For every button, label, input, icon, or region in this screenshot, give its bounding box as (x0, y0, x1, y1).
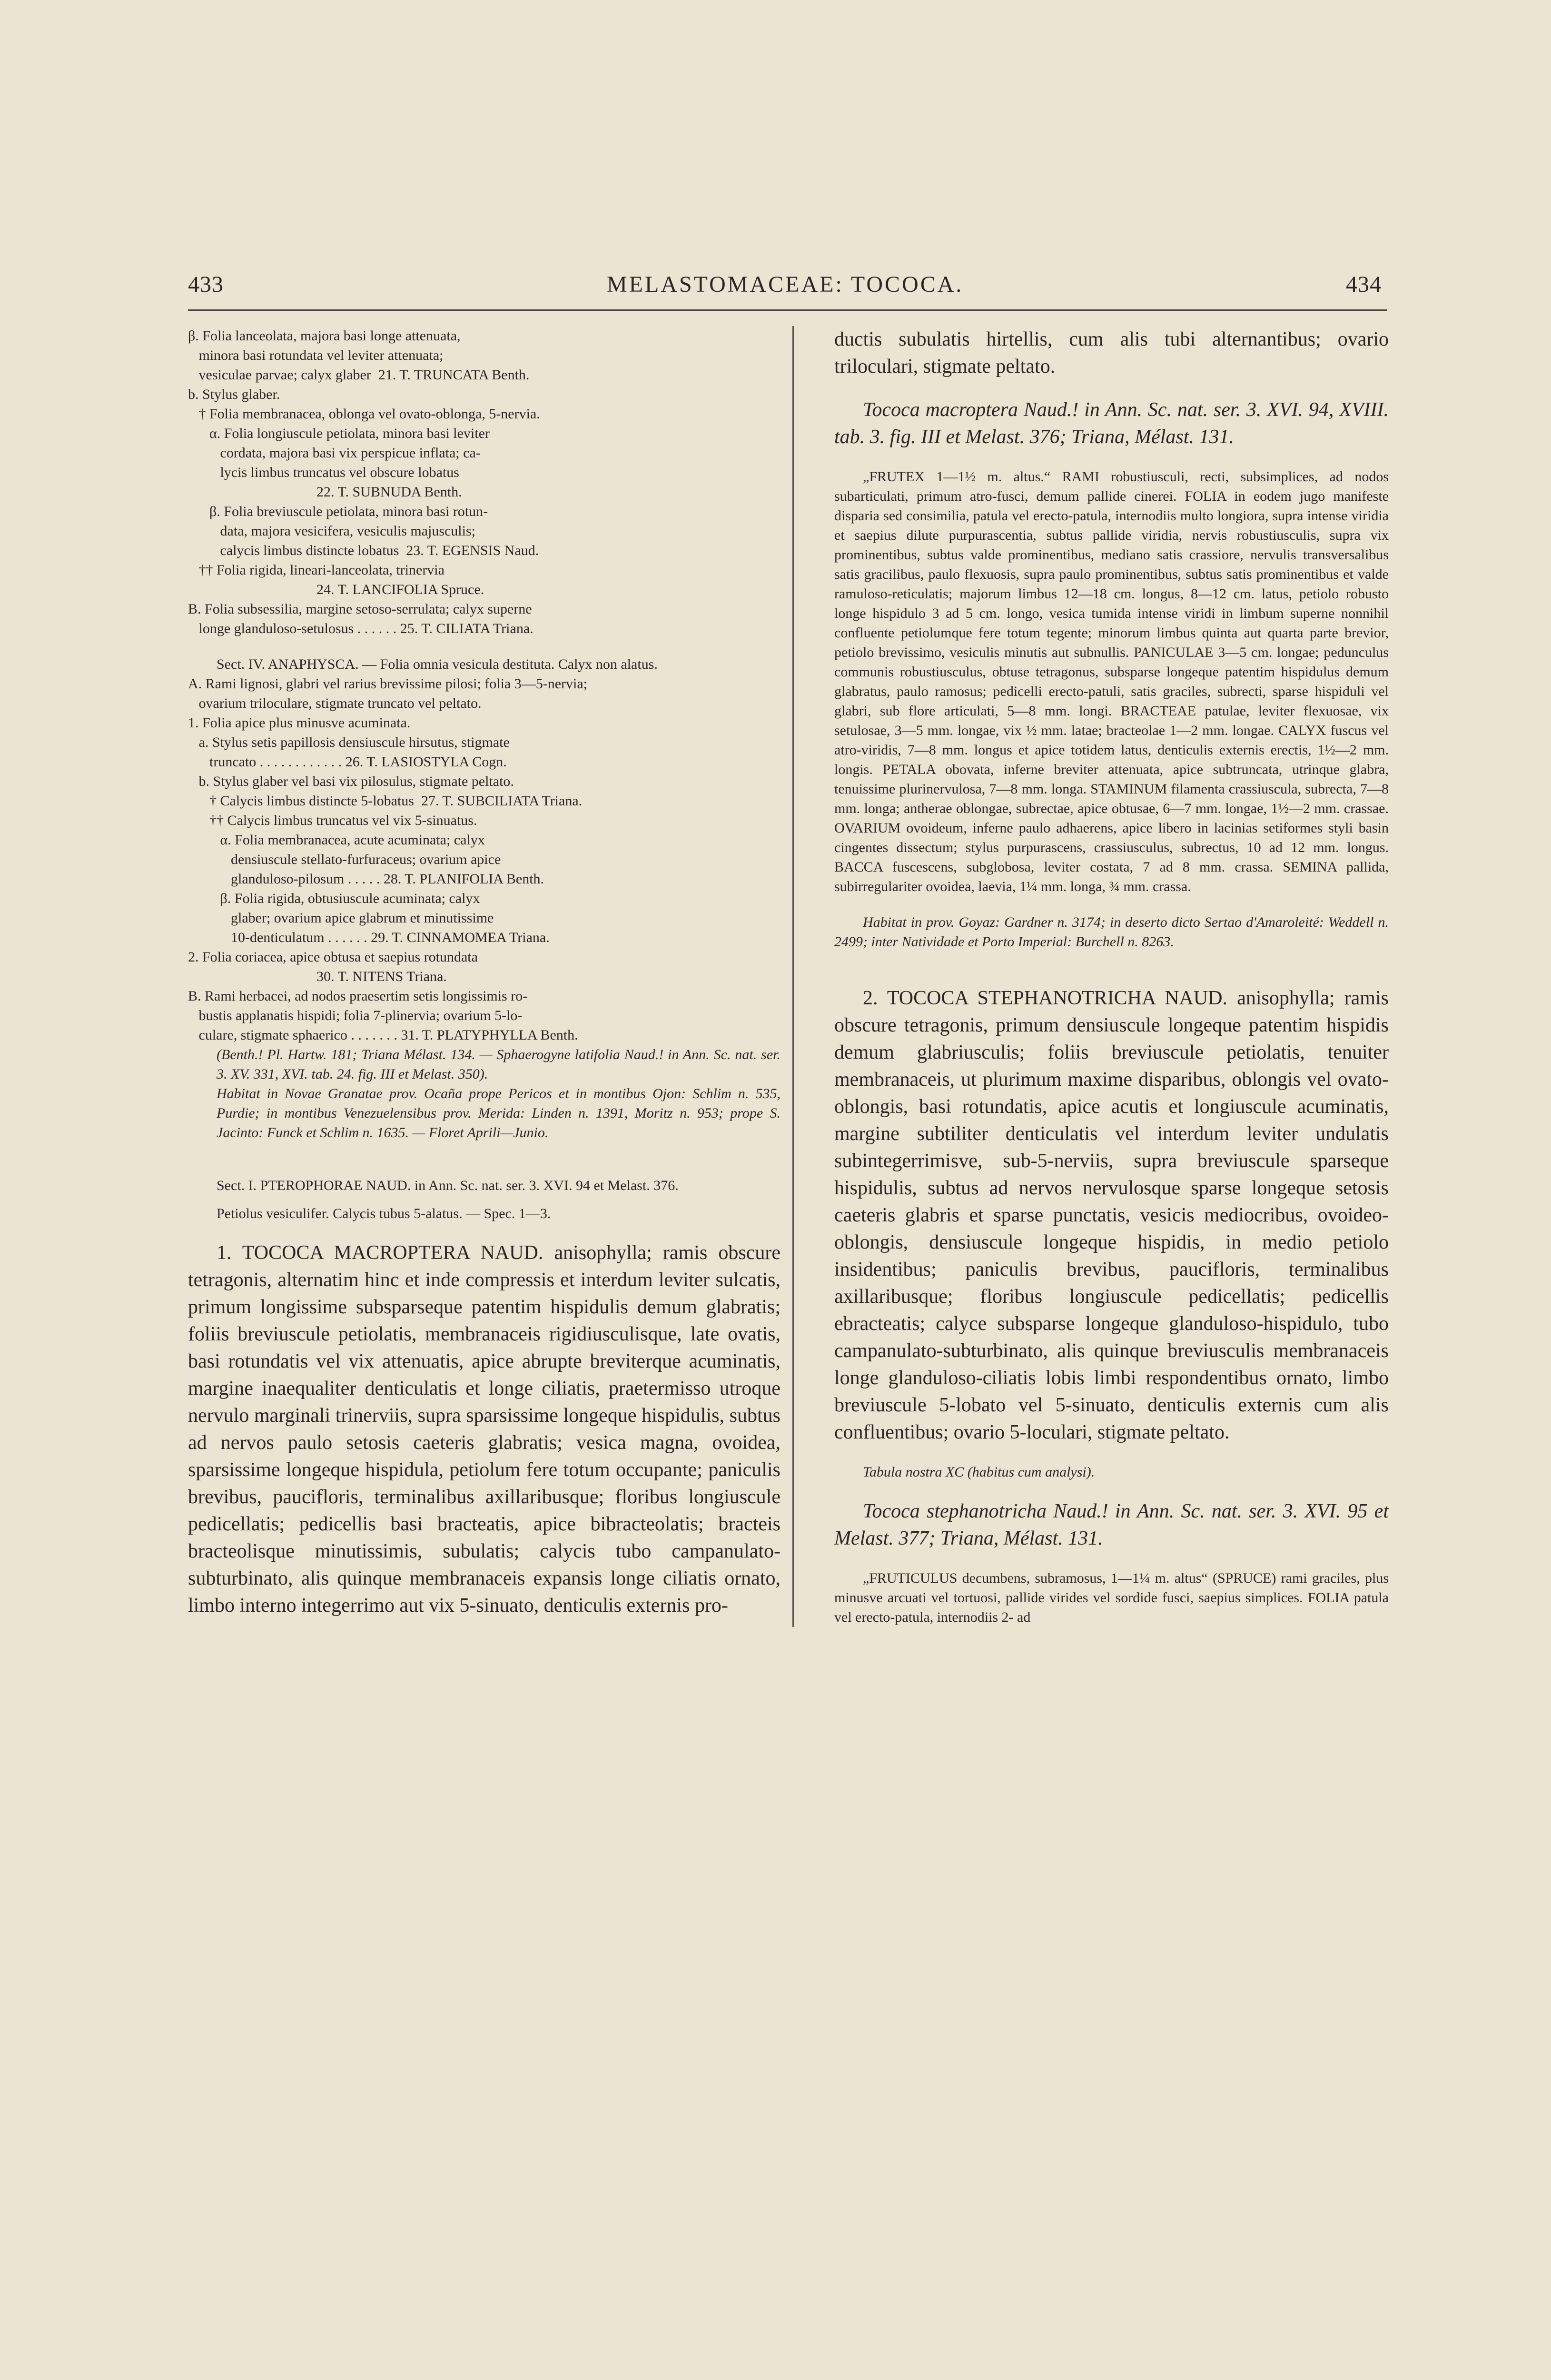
key-line: b. Stylus glaber. (188, 387, 280, 402)
key-line: 1. Folia apice plus minusve acuminata. (188, 715, 411, 731)
left-column (188, 326, 780, 1619)
key-block-2 (188, 674, 780, 1045)
key-line: a. Stylus setis papillosis densiuscule hirsutus, stigmate (188, 734, 510, 750)
key-line: b. Stylus glaber vel basi vix pilosulus, stigmate peltato. (188, 774, 514, 789)
key-line: β. Folia rigida, obtusiuscule acuminata; calyx (188, 891, 480, 906)
species-2-references: Tococa stephanotricha Naud.! in Ann. Sc. nat. ser. 3. XVI. 95 et Melast. 377; Triana, Mélast. 131. (834, 1500, 1389, 1549)
species-1-detailed-description: „FRUTEX 1—1½ m. altus.“ RAMI robustiusculi, recti, subsimplices, ad nodos subarticulati, primum atro-fusci, demum pallide cinerei. FOLIA in eodem jugo manifeste disparia sed consimilia, patula vel erecto-patula, internodiis multo longiora, supra intense viridia et saepius dilute purpurascentia, subtus pallide viridia, nervis robustiusculis, supra vix prominentibus, subtus valde prominentibus, mediano satis crassiore, nervulis transversalibus satis gracilibus, paulo flexuosis, supra paulo prominentibus, subtus satis prominentibus et valde ramuloso-reticulatis; majorum limbus 12—18 cm. longus, 8—12 cm. latus, petiolo robusto longe hispidulo 3 ad 5 cm. longo, vesica tumida intense viridi in limbum superne nonnihil confluente petiolumque fere totum tegente; minorum limbus quinta aut quarta parte brevior, petiolo brevissimo, vesiculis minutis aut subnullis. PANICULAE 3—5 cm. longae; pedunculus communis robustiusculus, obtuse tetragonus, subsparse longeque patentim hispidulus demum glabratus, paulo ramosus; pedicelli erecto-patuli, satis graciles, subrecti, sparse hispiduli vel glabri, sub flore articulati, 5—8 mm. longi. BRACTEAE patulae, leviter flexuosae, vix setulosae, 3—5 mm. longae, vix ½ mm. latae; bracteolae 1—2 mm. longae. CALYX fuscus vel atro-viridis, 7—8 mm. longus et apice totidem latus, denticulis externis erectis, 1½—2 mm. longis. PETALA obovata, inferne breviter attenuata, apice subtruncata, utrinque glabra, tenuissime plurinervulosa, 7—8 mm. longa. STAMINUM filamenta crassiuscula, subrecta, 7—8 mm. longa; antherae oblongae, subrectae, apice obtusae, 6—7 mm. longae, 1½—2 mm. crassae. OVARIUM ovoideum, inferne paulo adhaerens, apice libero in lacinias setiformes styli basin cingentes dissectum; stylus purpurascens, crassiusculus, subrectus, 10 ad 12 mm. longus. BACCA fuscescens, subglobosa, leviter costata, 7 ad 8 mm. crassa. SEMINA pallida, subirregulariter ovoidea, laevia, 1¼ mm. longa, ¾ mm. crassa. (834, 469, 1389, 894)
key-line: 24. T. LANCIFOLIA Spruce. (188, 582, 484, 597)
section-1-heading: Sect. I. PTEROPHORAE NAUD. in Ann. Sc. nat. ser. 3. XVI. 94 et Melast. 376. (217, 1178, 679, 1193)
running-title: MELASTOMACEAE: TOCOCA. (607, 272, 964, 297)
key-line: calycis limbus distincte lobatus 23. T. EGENSIS Naud. (188, 543, 539, 558)
platyphylla-references: (Benth.! Pl. Hartw. 181; Triana Mélast. 134. — Sphaerogyne latifolia Naud.! in Ann. Sc. nat. ser. 3. XV. 331, XVI. tab. 24. fig. III et Melast. 350). (217, 1047, 780, 1082)
key-line: data, majora vesicifera, vesiculis majusculis; (188, 523, 475, 539)
key-line: † Folia membranacea, oblonga vel ovato-oblonga, 5-nervia. (188, 406, 540, 422)
key-line: minora basi rotundata vel leviter attenuata; (188, 347, 444, 363)
header-rule (188, 309, 1387, 311)
species-1-habitat: Habitat in prov. Goyaz: Gardner n. 3174; in deserto dicto Sertao d'Amaroleité: Weddell n. 2499; inter Natividade et Porto Imperial: Burchell n. 8263. (834, 914, 1389, 950)
key-line: glanduloso-pilosum . . . . . 28. T. PLANIFOLIA Benth. (188, 871, 544, 887)
key-line: β. Folia lanceolata, majora basi longe attenuata, (188, 328, 461, 344)
key-line: longe glanduloso-setulosus . . . . . . 25. T. CILIATA Triana. (188, 621, 533, 636)
species-1-description-continued: ductis subulatis hirtellis, cum alis tubi alternantibus; ovario triloculari, stigmate peltato. (834, 328, 1389, 377)
key-line: bustis applanatis hispidi; folia 7-plinervia; ovarium 5-lo- (188, 1008, 523, 1023)
page-number-right: 434 (1346, 272, 1382, 297)
key-line: cordata, majora basi vix perspicue inflata; ca- (188, 445, 481, 461)
key-line: 22. T. SUBNUDA Benth. (188, 484, 462, 500)
species-2-plate-note: Tabula nostra XC (habitus cum analysi). (863, 1464, 1095, 1480)
key-line: truncato . . . . . . . . . . . . 26. T. LASIOSTYLA Cogn. (188, 754, 507, 770)
key-line: † Calycis limbus distincte 5-lobatus 27. T. SUBCILIATA Triana. (188, 793, 583, 809)
key-line: densiuscule stellato-furfuraceus; ovarium apice (188, 852, 501, 867)
right-column (792, 326, 1389, 1627)
section-4-heading: Sect. IV. ANAPHYSCA. — Folia omnia vesicula destituta. Calyx non alatus. (217, 656, 658, 672)
key-line: †† Folia rigida, lineari-lanceolata, trinervia (188, 562, 445, 578)
key-block-1 (188, 326, 780, 638)
key-line: B. Rami herbacei, ad nodos praesertim setis longissimis ro- (188, 988, 528, 1004)
key-line: α. Folia longiuscule petiolata, minora basi leviter (188, 426, 490, 441)
key-line: ovarium triloculare, stigmate truncato vel peltato. (188, 695, 482, 711)
species-1-description: 1. TOCOCA MACROPTERA NAUD. anisophylla; ramis obscure tetragonis, alternatim hinc et inde compressis et interdum leviter sulcatis, primum longissime subsparseque patentim hispidulis demum glabratis; foliis breviuscule petiolatis, membranaceis rigidiusculisque, late ovatis, basi rotundatis vel vix attenuatis, apice abrupte breviterque acuminatis, margine inaequaliter denticulatis et longe ciliatis, praetermisso utroque nervulo marginali trinerviis, supra sparsissime longeque hispidulis, subtus ad nervos paulo setosis caeteris glabratis; vesica magna, ovoidea, sparsissime longeque hispidula, petiolum fere totum occupante; paniculis brevibus, paucifloris, terminalibus axillaribusque; floribus longiuscule pedicellatis; pedicellis basi bracteatis, apice bibracteolatis; bracteis bracteolisque minutissimis, subulatis; calycis tubo campanulato-subturbinato, alis quinque membranaceis expansis longe ciliatis ornato, limbo interno integerrimo aut vix 5-sinuato, denticulis externis pro- (188, 1242, 780, 1616)
key-line: vesiculae parvae; calyx glaber 21. T. TRUNCATA Benth. (188, 367, 530, 383)
species-2-detailed-description: „FRUTICULUS decumbens, subramosus, 1—1¼ m. altus“ (SPRUCE) rami graciles, plus minusve arcuati vel tortuosi, pallide virides vel sordide fusci, saepius simplices. FOLIA patula vel erecto-patula, internodiis 2- ad (834, 1570, 1389, 1625)
species-1-references: Tococa macroptera Naud.! in Ann. Sc. nat. ser. 3. XVI. 94, XVIII. tab. 3. fig. III et Melast. 376; Triana, Mélast. 131. (834, 399, 1389, 448)
page-number-left: 433 (188, 272, 224, 297)
key-line: A. Rami lignosi, glabri vel rarius brevissime pilosi; folia 3—5-nervia; (188, 676, 588, 692)
key-line: †† Calycis limbus truncatus vel vix 5-sinuatus. (188, 813, 477, 828)
key-line: 30. T. NITENS Triana. (188, 969, 447, 984)
platyphylla-habitat: Habitat in Novae Granatae prov. Ocaña prope Pericos et in montibus Ojon: Schlim n. 535, Purdie; in montibus Venezuelensibus prov. Merida: Linden n. 1391, Moritz n. 953; prope S. Jacinto: Funck et Schlim n. 1635. — Floret Aprili—Junio. (217, 1086, 780, 1140)
key-line: 2. Folia coriacea, apice obtusa et saepius rotundata (188, 949, 478, 965)
species-2-description: 2. TOCOCA STEPHANOTRICHA NAUD. anisophylla; ramis obscure tetragonis, primum densiuscule longeque patentim hispidis demum glabriusculis; foliis breviuscule petiolatis, tenuiter membranaceis, ut plurimum maxime disparibus, oblongis vel ovato-oblongis, basi rotundatis, apice acutis et longiuscule acuminatis, margine subtiliter denticulatis vel interdum leviter undulatis subintegerrimisve, sub-5-nerviis, supra breviuscule sparseque hispidulis, subtus ad nervos nervulosque sparse longeque setosis caeteris glabris et sparse punctatis, vesicis mediocribus, ovoideo-oblongis, densiuscule longeque hispidis, in medio petiolo insidentibus; paniculis brevibus, paucifloris, terminalibus axillaribusque; floribus longiuscule pedicellatis; pedicellis ebracteatis; calyce subsparse longeque glanduloso-hispidulo, tubo campanulato-subturbinato, alis quinque breviusculis membranaceis longe glanduloso-ciliatis lobis limbi respondentibus ornato, limbo breviuscule 5-lobato vel 5-sinuato, denticulis externis cum alis confluentibus; ovario 5-loculari, stigmate peltato. (834, 987, 1389, 1443)
key-line: β. Folia breviuscule petiolata, minora basi rotun- (188, 504, 488, 519)
section-1-characters: Petiolus vesiculifer. Calycis tubus 5-alatus. — Spec. 1—3. (217, 1206, 551, 1221)
key-line: α. Folia membranacea, acute acuminata; calyx (188, 832, 485, 848)
key-line: culare, stigmate sphaerico . . . . . . . 31. T. PLATYPHYLLA Benth. (188, 1027, 578, 1043)
key-line: lycis limbus truncatus vel obscure lobatus (188, 465, 459, 480)
key-line: glaber; ovarium apice glabrum et minutissime (188, 910, 494, 926)
key-line: 10-denticulatum . . . . . . 29. T. CINNAMOMEA Triana. (188, 930, 550, 945)
key-line: B. Folia subsessilia, margine setoso-serrulata; calyx superne (188, 601, 532, 617)
